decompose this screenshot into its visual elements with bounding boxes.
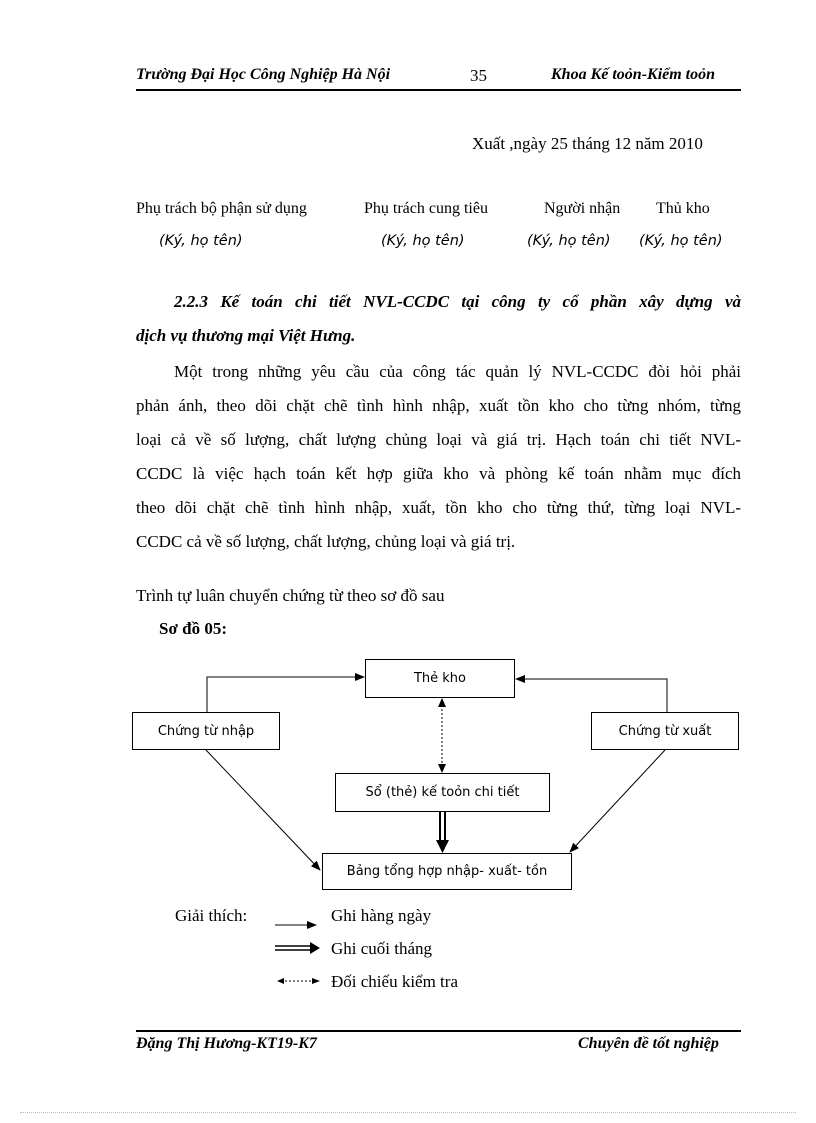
- signature-role: Thủ kho: [656, 200, 710, 217]
- legend-check: Đối chiếu kiểm tra: [331, 972, 458, 991]
- page-number: 35: [470, 66, 487, 85]
- signature-role: Phụ trách bộ phận sử dụng: [136, 200, 307, 217]
- section-heading-line1: 2.2.3 Kế toán chi tiết NVL-CCDC tại công ty cổ phần xây dựng và: [174, 292, 741, 311]
- box-bang-tong-hop: Bảng tổng hợp nhập- xuất- tồn: [322, 853, 572, 890]
- diagram-title: Sơ đồ 05:: [159, 619, 227, 638]
- header-faculty: Khoa Kế toỏn-Kiểm toỏn: [551, 66, 716, 83]
- footer-rule: [136, 1030, 741, 1032]
- signature-note: (Ký, họ tên): [159, 233, 243, 249]
- paragraph-line: loại cả về số lượng, chất lượng chủng loại và giá trị. Hạch toán chi tiết NVL-: [136, 430, 741, 449]
- signature-role: Người nhận: [544, 200, 621, 217]
- header-school: Trường Đại Học Công Nghiệp Hà Nội: [136, 66, 391, 83]
- paragraph-line: CCDC là việc hạch toán kết hợp giữa kho và phòng kế toán nhằm mục đích: [136, 464, 741, 483]
- paragraph-line: theo dõi chặt chẽ tình hình nhập, xuất, tồn kho cho từng thứ, từng loại NVL-: [136, 498, 741, 517]
- sequence-intro: Trình tự luân chuyển chứng từ theo sơ đồ sau: [136, 586, 445, 605]
- legend-daily: Ghi hàng ngày: [331, 906, 432, 925]
- footer-author: Đặng Thị Hương-KT19-K7: [136, 1035, 317, 1052]
- paragraph-line: Một trong những yêu cầu của công tác quản lý NVL-CCDC đòi hỏi phải: [174, 362, 741, 381]
- arrow-xuat-to-thekho: [516, 679, 667, 712]
- legend-title: Giải thích:: [175, 906, 248, 925]
- arrow-nhap-to-thekho: [207, 677, 364, 712]
- arrow-xuat-to-bang: [570, 750, 665, 852]
- signature-role: Phụ trách cung tiêu: [364, 200, 488, 217]
- box-so-ke-toan: Sổ (thẻ) kế toỏn chi tiết: [335, 773, 550, 812]
- page-bottom-border: [20, 1112, 796, 1113]
- paragraph-line: CCDC cả về số lượng, chất lượng, chủng loại và giá trị.: [136, 532, 516, 551]
- box-chung-tu-nhap: Chứng từ nhập: [132, 712, 280, 750]
- signature-note: (Ký, họ tên): [639, 233, 723, 249]
- date-line: Xuất ,ngày 25 tháng 12 năm 2010: [472, 134, 703, 153]
- legend-month-end: Ghi cuối tháng: [331, 939, 433, 958]
- footer-title: Chuyên đề tốt nghiệp: [578, 1035, 719, 1052]
- box-chung-tu-xuat: Chứng từ xuất: [591, 712, 739, 750]
- signature-note: (Ký, họ tên): [527, 233, 611, 249]
- section-heading-line2: dịch vụ thương mại Việt Hưng.: [136, 326, 356, 345]
- signature-note: (Ký, họ tên): [381, 233, 465, 249]
- paragraph-line: phản ánh, theo dõi chặt chẽ tình hình nhập, xuất tồn kho cho từng nhóm, từng: [136, 396, 741, 415]
- box-the-kho: Thẻ kho: [365, 659, 515, 698]
- arrow-nhap-to-bang: [206, 750, 320, 870]
